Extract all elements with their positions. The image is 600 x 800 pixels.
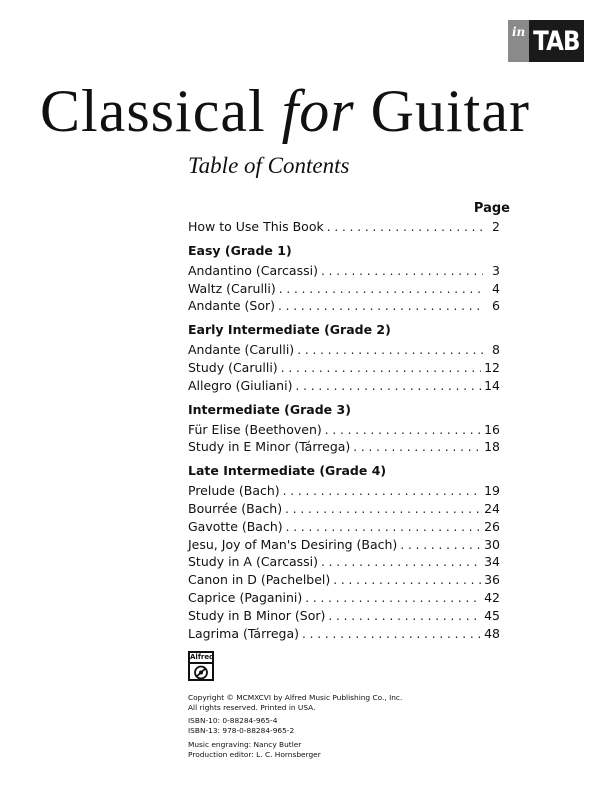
dot-leader [285, 501, 481, 519]
dot-leader [321, 554, 481, 572]
dot-leader [302, 626, 481, 644]
toc-section-heading: Late Intermediate (Grade 4) [188, 463, 387, 479]
toc-entry-title: Gavotte (Bach) [188, 518, 283, 534]
toc-section-heading: Easy (Grade 1) [188, 242, 292, 258]
rights-line: All rights reserved. Printed in USA. [188, 703, 316, 712]
toc-entry-page: 48 [484, 625, 500, 641]
dot-leader [400, 537, 481, 555]
toc-entry-page: 18 [484, 439, 500, 455]
alfred-logo-label: Alfred [190, 653, 212, 664]
dot-leader [286, 519, 481, 537]
toc-entry-page: 4 [492, 280, 500, 296]
dot-leader [333, 572, 481, 590]
toc-entry-title: Andantino (Carcassi) [188, 262, 318, 278]
editor-credit: Production editor: L. C. Hornsberger [188, 750, 321, 759]
toc-entry-title: Study (Carulli) [188, 359, 278, 375]
dot-leader [295, 378, 481, 396]
toc-entry-title: Jesu, Joy of Man's Desiring (Bach) [188, 536, 398, 552]
in-tab-badge [508, 20, 584, 62]
dot-leader [328, 608, 481, 626]
toc-entry [188, 421, 500, 439]
toc-entry [188, 359, 500, 377]
badge-tab-label: TAB [533, 25, 580, 57]
toc-section-heading: Early Intermediate (Grade 2) [188, 322, 391, 338]
dot-leader [297, 342, 483, 360]
toc-entry-title: Lagrima (Tárrega) [188, 625, 300, 641]
toc-entry [188, 518, 500, 536]
toc-entry [188, 438, 500, 456]
toc-entry-page: 36 [484, 572, 500, 588]
toc-entry-page: 26 [484, 518, 500, 534]
dot-leader [321, 263, 483, 281]
title-part-classical: Classical [40, 78, 282, 144]
toc-entry [188, 589, 500, 607]
dot-leader [305, 590, 481, 608]
toc-entry [188, 607, 500, 625]
badge-in-label: in [508, 20, 529, 62]
toc-entry [188, 297, 500, 315]
toc-entry-page: 42 [484, 589, 500, 605]
toc-entry [188, 262, 500, 280]
toc-entry [188, 218, 500, 236]
toc-entry-page: 19 [484, 483, 500, 499]
isbn13-line: ISBN-13: 978-0-88284-965-2 [188, 726, 295, 735]
toc-entry [188, 625, 500, 643]
table-of-contents [188, 218, 500, 642]
dot-leader [325, 422, 481, 440]
toc-entry-title: Study in B Minor (Sor) [188, 607, 326, 623]
toc-entry-page: 24 [484, 500, 500, 516]
toc-entry-title: Study in A (Carcassi) [188, 554, 318, 570]
toc-entry-page: 14 [484, 377, 500, 393]
toc-entry-title: Caprice (Paganini) [188, 589, 303, 605]
dot-leader [283, 483, 481, 501]
toc-entry-page: 3 [492, 262, 500, 278]
toc-entry [188, 553, 500, 571]
toc-entry [188, 500, 500, 518]
toc-entry-page: 30 [484, 536, 500, 552]
toc-entry-page: 45 [484, 607, 500, 623]
toc-entry-title: Andante (Sor) [188, 298, 276, 314]
title-part-guitar: Guitar [354, 78, 530, 144]
toc-entry-title: Study in E Minor (Tárrega) [188, 439, 351, 455]
title-part-for: for [281, 78, 355, 144]
alfred-logo-icon [192, 665, 210, 680]
toc-entry-title: Für Elise (Beethoven) [188, 421, 322, 437]
toc-entry-page: 2 [492, 219, 500, 234]
page-title [40, 76, 530, 146]
toc-entry-title: Andante (Carulli) [188, 342, 295, 358]
engraving-credit: Music engraving: Nancy Butler [188, 740, 302, 749]
toc-entry-page: 34 [484, 554, 500, 570]
toc-entry [188, 482, 500, 500]
toc-entry-title: Canon in D (Pachelbel) [188, 572, 331, 588]
toc-entry [188, 571, 500, 589]
toc-entry [188, 280, 500, 298]
toc-entry-page: 8 [492, 342, 500, 358]
toc-entry [188, 536, 500, 554]
alfred-logo [188, 651, 214, 681]
toc-entry-title: Prelude (Bach) [188, 483, 280, 499]
page-column-header: Page [473, 201, 510, 216]
page-subtitle: Table of Contents [188, 153, 350, 178]
toc-entry-title: Bourrée (Bach) [188, 500, 283, 516]
toc-entry-title: Waltz (Carulli) [188, 280, 276, 296]
toc-entry-title: How to Use This Book [188, 219, 324, 234]
dot-leader [353, 439, 481, 457]
toc-entry-page: 16 [484, 421, 500, 437]
dot-leader [327, 219, 483, 237]
dot-leader [278, 298, 483, 316]
toc-entry-page: 6 [492, 298, 500, 314]
dot-leader [281, 360, 481, 378]
copyright-line: Copyright © MCMXCVI by Alfred Music Publishing Co., Inc. [188, 693, 403, 702]
isbn10-line: ISBN-10: 0-88284-965-4 [188, 716, 278, 725]
toc-entry [188, 341, 500, 359]
toc-section-heading: Intermediate (Grade 3) [188, 401, 351, 417]
toc-entry [188, 377, 500, 395]
toc-entry-page: 12 [484, 359, 500, 375]
dot-leader [279, 281, 483, 299]
toc-entry-title: Allegro (Giuliani) [188, 377, 293, 393]
